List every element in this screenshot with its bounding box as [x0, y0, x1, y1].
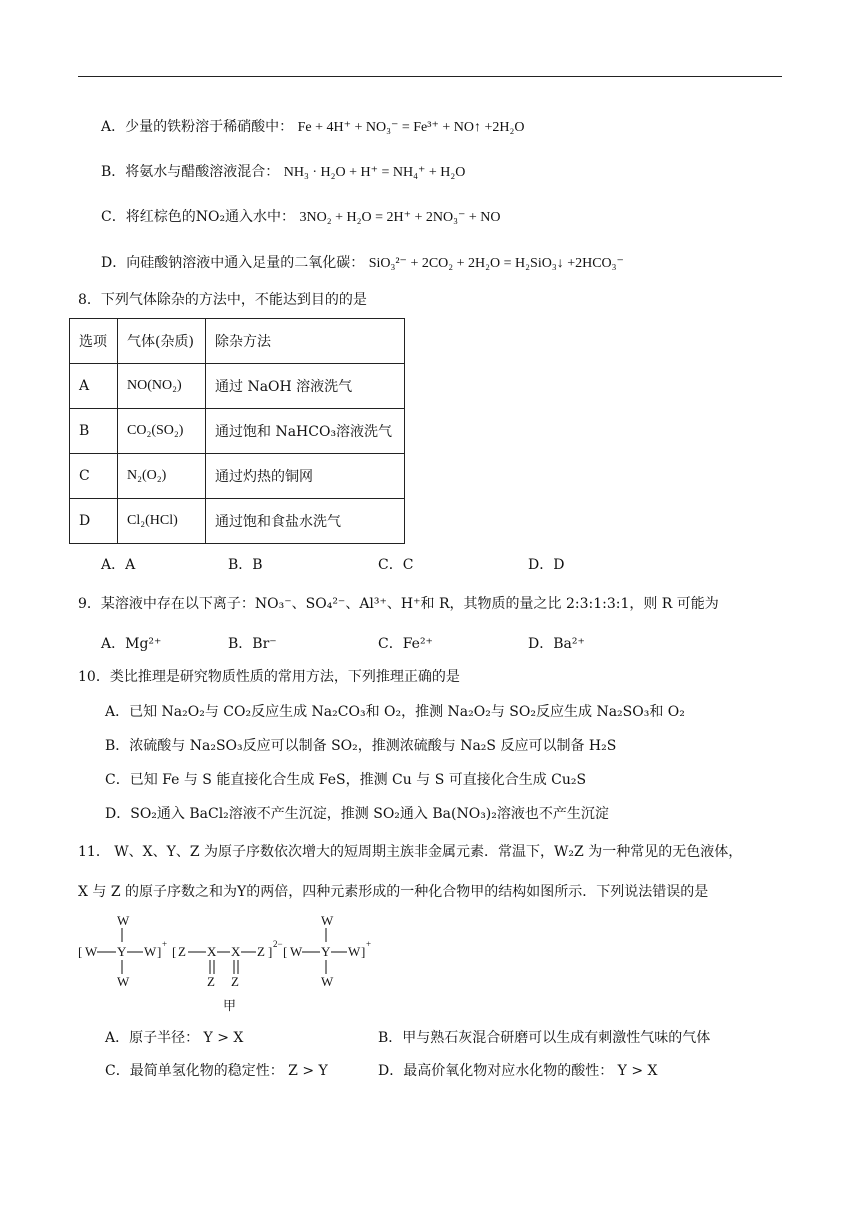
q11-option-c: C．最简单氢化物的稳定性： Z > Y [105, 1063, 328, 1079]
charge-plus: + [366, 939, 372, 949]
q7-option-b [101, 163, 465, 182]
table-row [70, 499, 405, 544]
table-row [70, 364, 405, 409]
table-cell: D [70, 499, 118, 544]
q8-stem: 8．下列气体除杂的方法中，不能达到目的的是 [78, 292, 367, 308]
structure-svg [78, 912, 388, 1017]
atom-y: Y [117, 944, 127, 959]
bond-lines [97, 928, 347, 974]
atom-x: X [231, 944, 241, 959]
compound-caption: 甲 [223, 998, 237, 1013]
table-cell: 通过饱和食盐水洗气 [206, 499, 405, 544]
atom-w: W [85, 944, 98, 959]
table-cell: N₂(O₂) [118, 454, 206, 499]
q8-table [69, 318, 405, 544]
table-row [70, 409, 405, 454]
table-cell: CO₂(SO₂) [118, 409, 206, 454]
atom-z: Z [207, 974, 215, 989]
q11-stem-line2: X 与 Z 的原子序数之和为Y的两倍，四种元素形成的一种化合物甲的结构如图所示．下列说法错误的是 [78, 884, 709, 900]
q10-option-d: D．SO₂通入 BaCl₂溶液不产生沉淀，推测 SO₂通入 Ba(NO₃)₂溶液也不产生沉淀 [105, 806, 609, 822]
table-cell: A [70, 364, 118, 409]
q9-option-b: B．Br⁻ [228, 636, 277, 652]
atom-w: W [117, 974, 130, 989]
q7-option-c-label: C．将红棕色的NO₂通入水中： [101, 209, 296, 225]
bracket-left: [ [172, 944, 177, 959]
q7-option-a [101, 118, 524, 137]
atom-w: W [321, 913, 334, 928]
q7-option-b-label: B．将氨水与醋酸溶液混合： [101, 164, 280, 180]
q11-option-d: D．最高价氧化物对应水化物的酸性： Y > X [378, 1063, 658, 1079]
header-rule [78, 76, 782, 77]
q11-option-b: B．甲与熟石灰混合研磨可以生成有刺激性气味的气体 [378, 1030, 711, 1046]
charge-2minus: 2− [273, 939, 283, 949]
atom-x: X [207, 944, 217, 959]
atom-y: Y [321, 944, 331, 959]
q7-option-a-equation: Fe + 4H⁺ + NO₃⁻ = Fe³⁺ + NO↑ +2H₂O [297, 120, 525, 135]
table-cell: 通过 NaOH 溶液洗气 [206, 364, 405, 409]
q10-stem: 10．类比推理是研究物质性质的常用方法，下列推理正确的是 [78, 669, 460, 685]
q10-option-a: A．已知 Na₂O₂与 CO₂反应生成 Na₂CO₃和 O₂，推测 Na₂O₂与 SO₂反应生成 Na₂SO₃和 O₂ [105, 704, 685, 720]
table-cell: 通过饱和 NaHCO₃溶液洗气 [206, 409, 405, 454]
atom-w: W [290, 944, 303, 959]
table-header-cell: 气体(杂质) [118, 319, 206, 364]
q10-option-b: B．浓硫酸与 Na₂SO₃反应可以制备 SO₂，推测浓硫酸与 Na₂S 反应可以制备 H₂S [105, 738, 617, 754]
q7-option-c [101, 208, 501, 227]
q7-option-d-equation: SiO₃²⁻ + 2CO₂ + 2H₂O = H₂SiO₃↓ +2HCO₃⁻ [368, 256, 624, 271]
atom-w: W [144, 944, 157, 959]
table-header-row [70, 319, 405, 364]
table-cell: NO(NO₂) [118, 364, 206, 409]
atom-z: Z [257, 944, 265, 959]
charge-plus: + [162, 939, 168, 949]
q7-option-d [101, 254, 624, 273]
table-cell: B [70, 409, 118, 454]
bracket-right: ] [361, 944, 366, 959]
q11-stem-line1: 11． W、X、Y、Z 为原子序数依次增大的短周期主族非金属元素．常温下，W₂Z 为一种常见的无色液体， [78, 844, 743, 860]
q7-option-b-equation: NH₃ · H₂O + H⁺ = NH₄⁺ + H₂O [283, 165, 466, 180]
atom-z: Z [231, 974, 239, 989]
q7-option-d-label: D．向硅酸钠溶液中通入足量的二氧化碳： [101, 255, 365, 271]
bracket-right: ] [157, 944, 162, 959]
q9-option-d: D．Ba²⁺ [528, 636, 585, 652]
atom-w: W [348, 944, 361, 959]
q7-option-c-equation: 3NO₂ + H₂O = 2H⁺ + 2NO₃⁻ + NO [299, 210, 501, 225]
bracket-left: [ [78, 944, 83, 959]
table-cell: Cl₂(HCl) [118, 499, 206, 544]
table-cell: C [70, 454, 118, 499]
q8-option-a: A．A [101, 557, 136, 573]
table-row [70, 454, 405, 499]
q11-option-a: A．原子半径： Y > X [105, 1030, 244, 1046]
q10-option-c: C．已知 Fe 与 S 能直接化合生成 FeS，推测 Cu 与 S 可直接化合生成 Cu₂S [105, 772, 587, 788]
bracket-left: [ [283, 944, 288, 959]
table-cell: 通过灼热的铜网 [206, 454, 405, 499]
q8-option-b: B．B [228, 557, 263, 573]
q8-option-c: C．C [378, 557, 414, 573]
q9-option-a: A．Mg²⁺ [101, 636, 162, 652]
compound-structure-diagram [78, 912, 388, 1021]
bracket-right: ] [268, 944, 273, 959]
atom-w: W [321, 974, 334, 989]
table-header-cell: 选项 [70, 319, 118, 364]
atom-w: W [117, 913, 130, 928]
q9-stem: 9．某溶液中存在以下离子：NO₃⁻、SO₄²⁻、Al³⁺、H⁺和 R，其物质的量之比 2:3:1:3:1，则 R 可能为 [78, 596, 719, 612]
q7-option-a-label: A．少量的铁粉溶于稀硝酸中： [101, 119, 294, 135]
table-header-cell: 除杂方法 [206, 319, 405, 364]
atom-z: Z [178, 944, 186, 959]
q9-option-c: C．Fe²⁺ [378, 636, 433, 652]
q8-option-d: D．D [528, 557, 565, 573]
